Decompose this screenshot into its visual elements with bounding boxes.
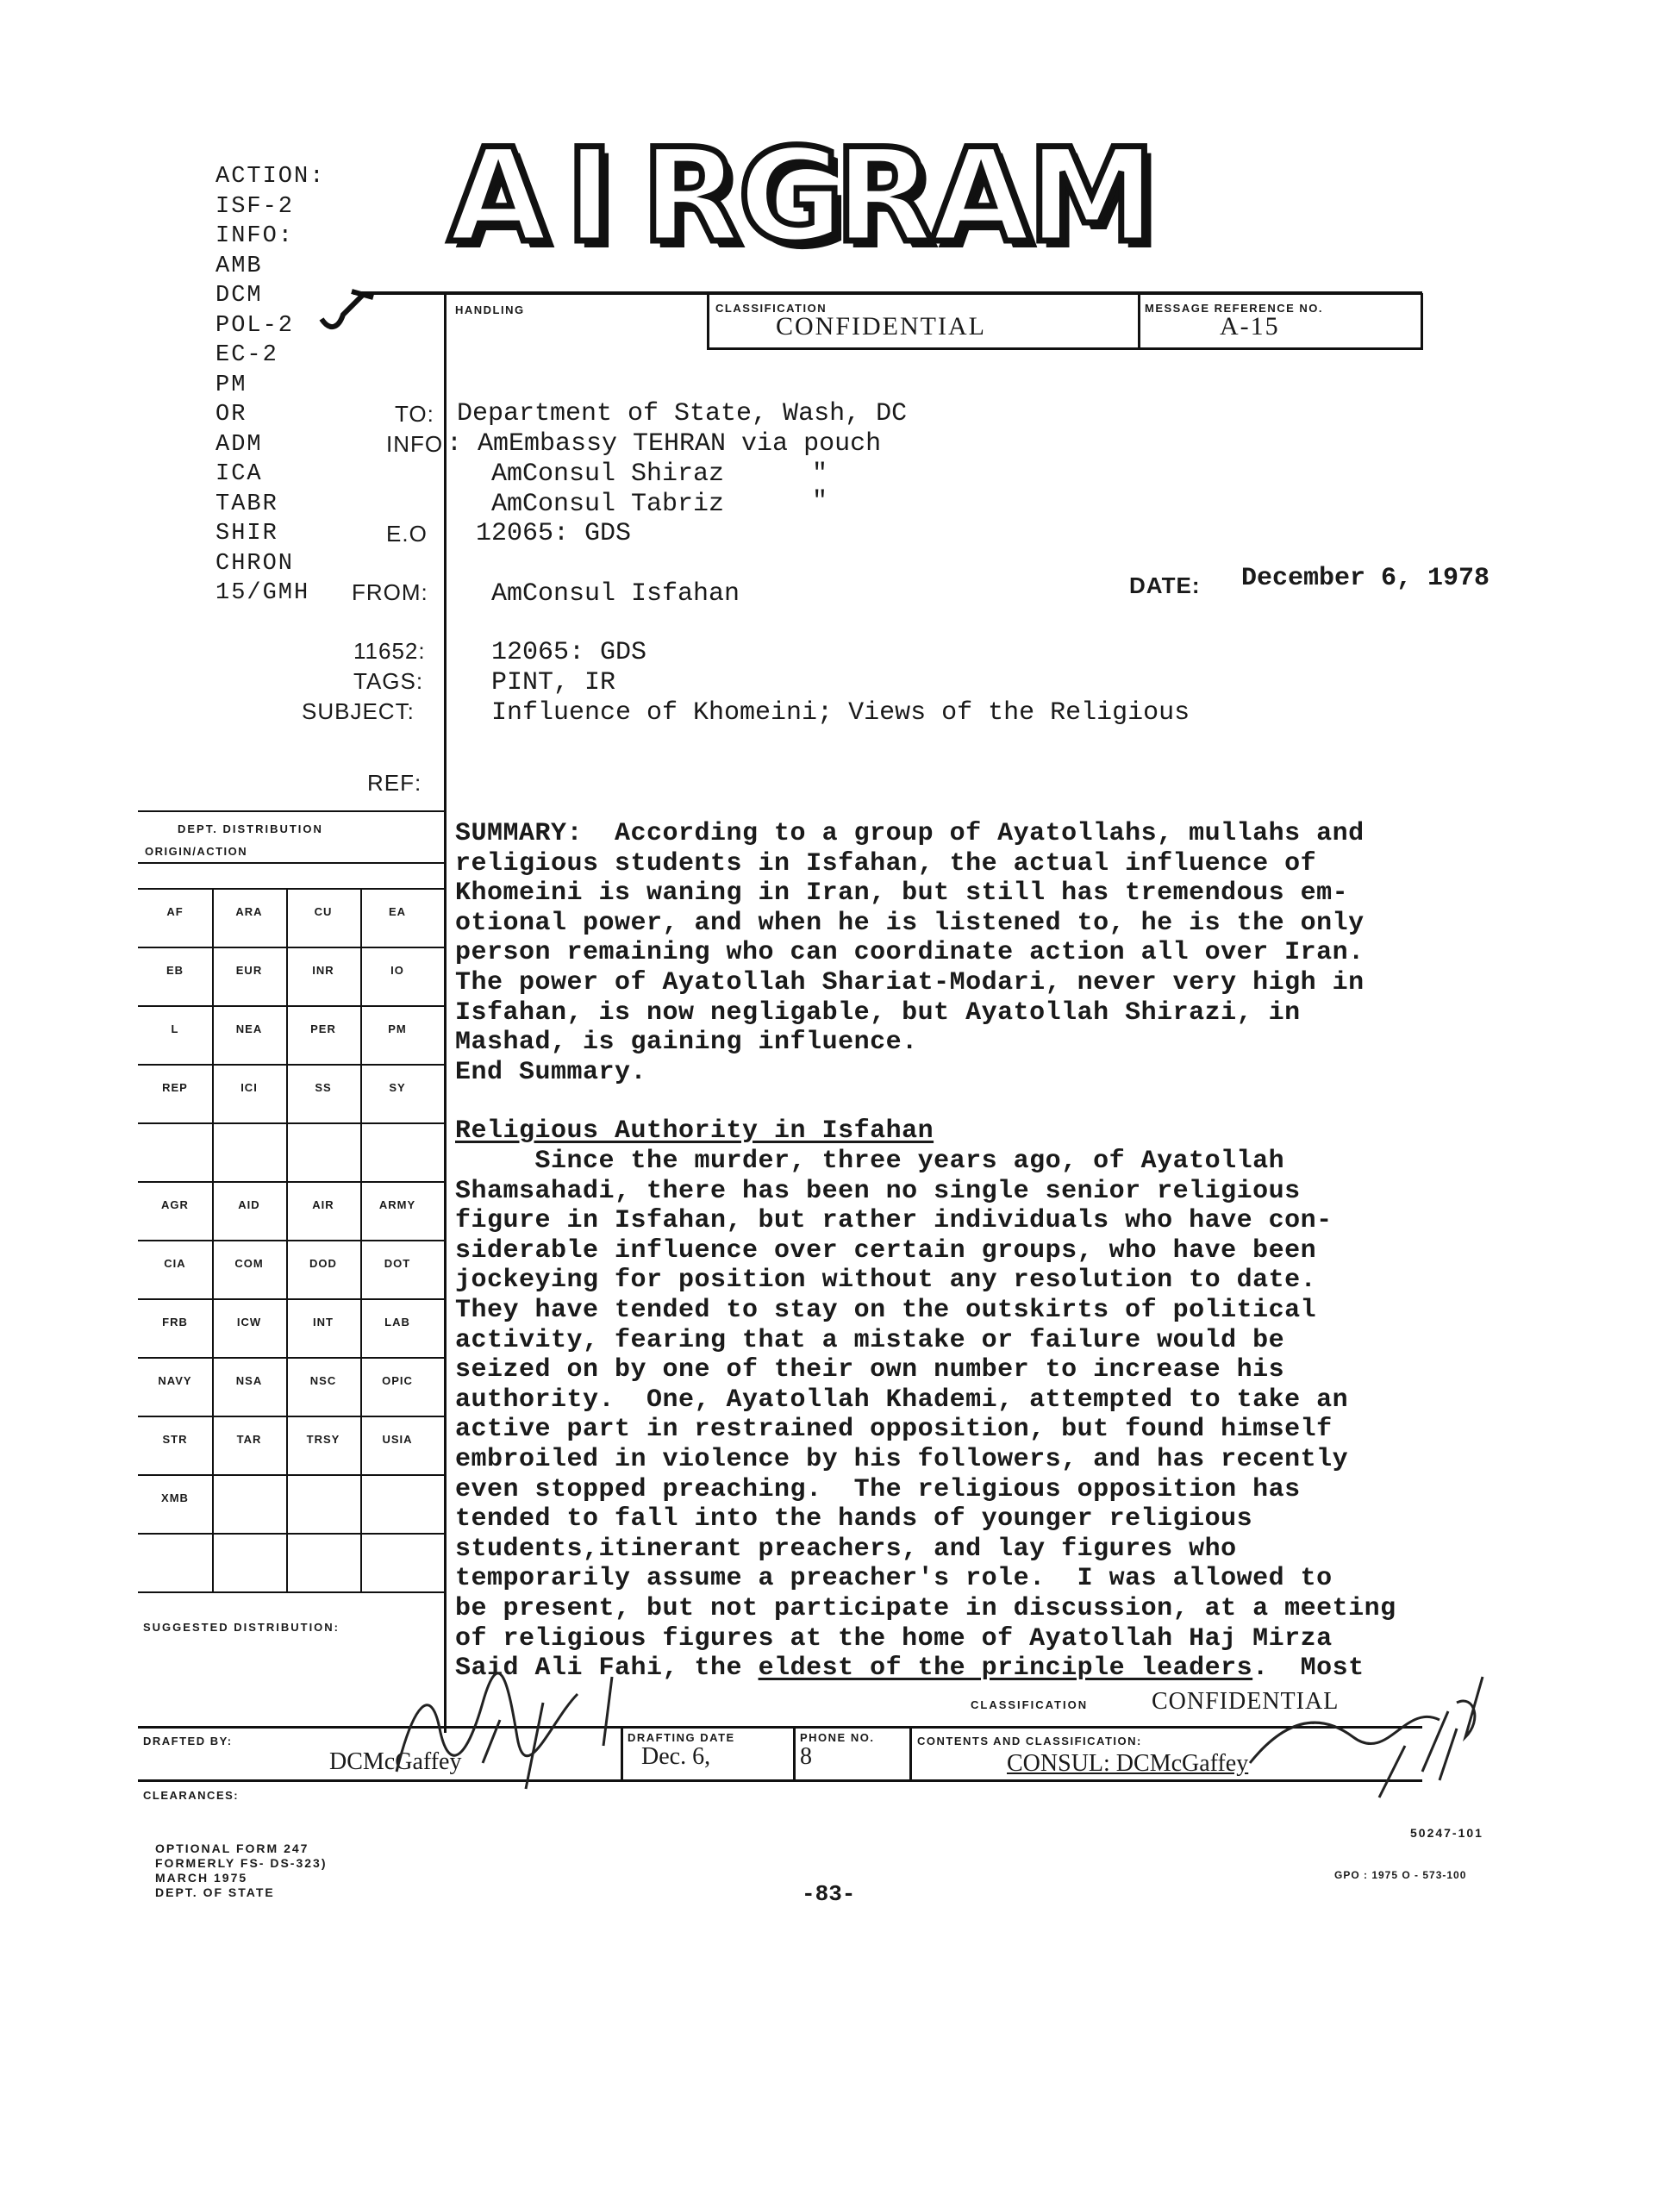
distribution-cell: ICI [240, 1081, 258, 1094]
paragraph-line: authority. One, Ayatollah Khademi, attempted to take an [455, 1385, 1349, 1415]
summary-line: otional power, and when he is listened to, he is the only [455, 908, 1365, 938]
distribution-cell: AIR [312, 1198, 334, 1211]
tags-value: PINT, IR [491, 668, 616, 697]
distribution-cell: AF [166, 905, 184, 918]
header-left-rule [444, 291, 447, 1733]
routing-entry: 15/GMH [215, 580, 310, 606]
info-label: INFO [386, 431, 444, 457]
optional-form-line: MARCH 1975 [155, 1871, 248, 1885]
summary-line: Khomeini is waning in Iran, but still has tremendous em- [455, 878, 1349, 909]
suggested-distribution: SUGGESTED DISTRIBUTION: [143, 1621, 340, 1634]
signature-scribble [379, 1668, 638, 1797]
distribution-cell: ARA [235, 905, 263, 918]
routing-entry: ISF-2 [215, 193, 295, 220]
routing-entry: ADM [215, 431, 263, 458]
classification-value: CONFIDENTIAL [776, 312, 986, 341]
distribution-cell: TRSY [306, 1433, 340, 1446]
routing-entry: DCM [215, 283, 263, 309]
paragraph-line: students,itinerant preachers, and lay figures who [455, 1534, 1237, 1564]
phone-value: 8 [800, 1743, 812, 1770]
grid-row-rule [138, 1357, 445, 1359]
distribution-cell: NEA [235, 1022, 263, 1035]
distribution-cell: INR [312, 964, 334, 977]
routing-entry: PM [215, 372, 247, 398]
grid-header-rule [138, 810, 445, 812]
distribution-subtitle: ORIGIN/ACTION [145, 845, 248, 858]
paragraph-line: even stopped preaching. The religious opposition has [455, 1474, 1301, 1504]
e11652-label: 11652: [353, 638, 426, 664]
banner-letter: G [738, 122, 845, 272]
contents-value: CONSUL: DCMcGaffey [1007, 1750, 1249, 1777]
routing-entry: EC-2 [215, 342, 278, 368]
routing-entry: OR [215, 402, 247, 428]
distribution-cell: INT [313, 1316, 334, 1329]
distribution-cell: EUR [235, 964, 263, 977]
classification-label: CLASSIFICATION [715, 302, 828, 315]
header-bottom-rule [707, 347, 1422, 350]
distribution-cell: IO [390, 964, 404, 977]
grid-col-rule [360, 888, 362, 1591]
distribution-cell: NSA [235, 1374, 263, 1387]
clearances-label: CLEARANCES: [143, 1789, 240, 1802]
ref-label: REF: [367, 770, 422, 796]
distribution-cell: CU [314, 905, 333, 918]
message-reference-label: MESSAGE REFERENCE NO. [1145, 302, 1324, 315]
ditto-mark: " [812, 487, 828, 516]
distribution-cell: EB [166, 964, 184, 977]
ditto-mark: " [812, 460, 828, 489]
distribution-cell: OPIC [382, 1374, 413, 1387]
page-number: -83- [802, 1881, 856, 1907]
routing-entry: ICA [215, 461, 263, 487]
routing-entry: SHIR [215, 521, 278, 547]
paragraph-line: They have tended to stay on the outskirts of political [455, 1295, 1317, 1325]
date-value: December 6, 1978 [1241, 564, 1490, 593]
grid-row-rule [138, 1298, 445, 1300]
distribution-cell: USIA [382, 1433, 413, 1446]
distribution-cell: SS [315, 1081, 332, 1094]
to-label: TO: [395, 401, 434, 427]
distribution-cell: NSC [309, 1374, 337, 1387]
grid-row-rule [138, 1005, 445, 1007]
summary-line: SUMMARY: According to a group of Ayatollahs, mullahs and [455, 819, 1365, 848]
grid-row-rule [138, 1122, 445, 1124]
paragraph-line: be present, but not participate in discussion, at a meeting [455, 1593, 1396, 1623]
optional-form-line: DEPT. OF STATE [155, 1885, 275, 1899]
to-value: Department of State, Wash, DC [457, 399, 908, 428]
grid-row-rule [138, 1181, 445, 1183]
info-recipient-tabriz: AmConsul Tabriz [491, 490, 725, 519]
drafting-date-label: DRAFTING DATE [628, 1731, 735, 1744]
gpo-imprint: GPO : 1975 O - 573-100 [1334, 1869, 1467, 1881]
distribution-cell: EA [388, 905, 407, 918]
routing-entry: POL-2 [215, 312, 295, 339]
paragraph-line: of religious figures at the home of Ayatollah Haj Mirza [455, 1623, 1333, 1654]
footer-classification-label: CLASSIFICATION [971, 1698, 1089, 1711]
message-reference-value: A-15 [1220, 312, 1280, 341]
header-top-rule [353, 291, 1422, 295]
routing-entry: INFO: [215, 223, 295, 249]
paragraph-line: seized on by one of their own number to increase his [455, 1355, 1285, 1385]
distribution-cell: ARMY [378, 1198, 416, 1211]
body-paragraph [455, 1147, 1396, 1654]
banner-letter: A [448, 122, 549, 272]
distribution-title: DEPT. DISTRIBUTION [178, 822, 323, 835]
paragraph-line: tended to fall into the hands of younger religious [455, 1504, 1253, 1535]
optional-form [155, 1841, 327, 1900]
distribution-cell: FRB [162, 1316, 188, 1329]
paragraph-line: temporarily assume a preacher's role. I was allowed to [455, 1564, 1333, 1594]
banner-letter: A [931, 122, 1032, 272]
eo-value: 12065: GDS [476, 519, 632, 548]
routing-entry: AMB [215, 253, 263, 279]
grid-row-rule [138, 1591, 445, 1593]
grid-col-rule [286, 888, 288, 1591]
grid-header-rule [138, 862, 445, 864]
date-label: DATE: [1129, 572, 1201, 598]
from-value: AmConsul Isfahan [491, 579, 740, 609]
drafted-by-value: DCMcGaffey [329, 1748, 462, 1775]
distribution-cell: LAB [384, 1316, 410, 1329]
routing-list [215, 162, 325, 609]
distribution-cell: PER [310, 1022, 336, 1035]
last-line-underlined: eldest of the principle leaders [758, 1654, 1253, 1683]
distribution-cell: PM [388, 1022, 407, 1035]
header-right-rule [1138, 293, 1140, 350]
routing-entry: CHRON [215, 550, 295, 577]
subject-value: Influence of Khomeini; Views of the Religious [491, 698, 1190, 728]
grid-col-rule [212, 888, 214, 1591]
subject-label: SUBJECT: [302, 698, 415, 724]
summary-line: Isfahan, is now negligable, but Ayatollah Shirazi, in [455, 997, 1301, 1028]
paragraph-line: active part in restrained opposition, but found himself [455, 1415, 1333, 1445]
info-recipient-shiraz: AmConsul Shiraz [491, 460, 725, 489]
paragraph-line: embroiled in violence by his followers, and has recently [455, 1444, 1349, 1474]
grid-row-rule [138, 1240, 445, 1241]
distribution-cell: REP [162, 1081, 188, 1094]
paragraph-line: figure in Isfahan, but rather individuals who have con- [455, 1206, 1333, 1236]
contents-label: CONTENTS AND CLASSIFICATION: [917, 1735, 1142, 1747]
distribution-cell: TAR [236, 1433, 262, 1446]
banner-letter: R [641, 122, 741, 272]
distribution-cell: DOD [309, 1257, 337, 1270]
last-line-end: . Most [1252, 1654, 1365, 1683]
paragraph-line: activity, fearing that a mistake or failure would be [455, 1325, 1285, 1355]
paragraph-line: siderable influence over certain groups, who have been [455, 1235, 1317, 1266]
distribution-cell: AID [238, 1198, 260, 1211]
summary-line: religious students in Isfahan, the actual influence of [455, 848, 1317, 878]
distribution-cell: L [171, 1022, 179, 1035]
airgram-banner [448, 122, 1157, 276]
optional-form-line: FORMERLY FS- DS-323) [155, 1856, 328, 1870]
banner-letter: R [834, 122, 934, 272]
grid-row-rule [138, 1474, 445, 1476]
paragraph-line: Since the murder, three years ago, of Ayatollah [455, 1147, 1285, 1176]
eo-label: E.O [386, 521, 428, 547]
distribution-cell: DOT [384, 1257, 411, 1270]
paragraph-line: Shamsahadi, there has been no single senior religious [455, 1176, 1301, 1206]
summary-line: person remaining who can coordinate action all over Iran. [455, 938, 1365, 968]
phone-label: PHONE NO. [800, 1731, 875, 1744]
optional-form-line: OPTIONAL FORM 247 [155, 1841, 309, 1855]
header-end-rule [1421, 293, 1423, 350]
summary-paragraph [455, 819, 1365, 1087]
routing-entry: TABR [215, 491, 278, 517]
summary-line: Mashad, is gaining influence. [455, 1028, 918, 1058]
from-label: FROM: [352, 579, 428, 605]
last-line-start: Said Ali Fahi, the [455, 1654, 759, 1683]
distribution-cell: CIA [164, 1257, 186, 1270]
header-mid-rule [707, 293, 709, 350]
distribution-cell: ICW [236, 1316, 262, 1329]
info-value: : AmEmbassy TEHRAN via pouch [447, 429, 882, 459]
grid-row-rule [138, 1064, 445, 1066]
footer-divider [793, 1727, 796, 1780]
e11652-value: 12065: GDS [491, 638, 647, 667]
banner-letter: I [565, 122, 614, 272]
form-number: 50247-101 [1410, 1826, 1483, 1840]
distribution-cell: SY [389, 1081, 406, 1094]
grid-row-rule [138, 1533, 445, 1535]
drafting-date-value: Dec. 6, [641, 1743, 711, 1770]
distribution-cell: COM [234, 1257, 264, 1270]
paragraph-line: jockeying for position without any resolution to date. [455, 1266, 1317, 1296]
section-heading: Religious Authority in Isfahan [455, 1116, 934, 1146]
footer-divider [909, 1727, 912, 1780]
handling-label: HANDLING [455, 303, 525, 316]
drafted-by-label: DRAFTED BY: [143, 1735, 233, 1747]
summary-line: End Summary. [455, 1057, 647, 1087]
distribution-cell: STR [162, 1433, 188, 1446]
summary-line: The power of Ayatollah Shariat-Modari, never very high in [455, 967, 1365, 997]
grid-row-rule [138, 1416, 445, 1417]
distribution-cell: AGR [161, 1198, 189, 1211]
grid-row-rule [138, 947, 445, 948]
grid-row-rule [138, 888, 445, 890]
distribution-cell: XMB [161, 1491, 189, 1504]
tags-label: TAGS: [353, 668, 424, 694]
checkmark-scribble [317, 284, 378, 336]
distribution-cell: NAVY [158, 1374, 192, 1387]
footer-classification-value: CONFIDENTIAL [1152, 1688, 1340, 1715]
routing-entry: ACTION: [215, 164, 326, 190]
signature-scribble [1224, 1668, 1500, 1815]
banner-letter: M [1027, 122, 1157, 272]
